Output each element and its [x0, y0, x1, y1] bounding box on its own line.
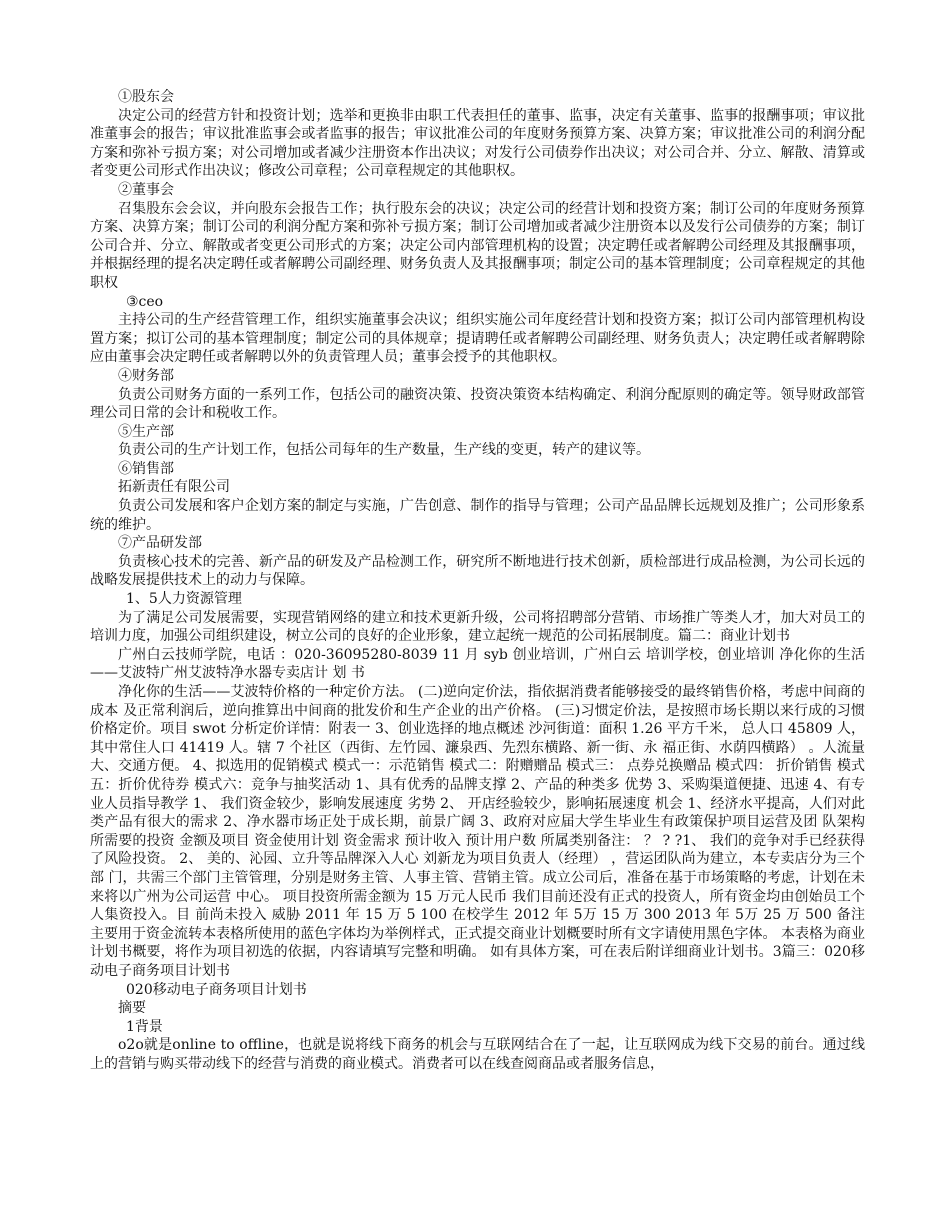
heading-hr-management: 1、5人力资源管理 — [126, 591, 242, 608]
paragraph-board-duties: 召集股东会会议，并向股东会报告工作；执行股东会的决议；决定公司的经营计划和投资方案；制订公司的年度财务预算方案、决算方案；制订公司的利润分配方案和弥补亏损方案；制订公司增加或者减少注册资本以及发行公司债券的方案；制订公司合并、分立、解散或者变更公司形式的方案；决定公司内部管理机构的设置；决定聘任或者解聘公司经理及其报酬事项，并根据经理的提名决定聘任或者解聘公司副经理、财务负责人及其报酬事项；制定公司的基本管理制度；公司章程规定的其他职权 — [90, 200, 865, 291]
heading-abstract: 摘要 — [118, 1000, 146, 1017]
paragraph-o2o-background: o2o就是online to offline，也就是说将线下商务的机会与互联网结合在了一起，让互联网成为线下交易的前台。通过线上的营销与购买带动线下的经营与消费的商业模式。消费者可以在线查阅商品或者服务信息， — [90, 1037, 865, 1072]
heading-ceo: ③ceo — [126, 293, 164, 310]
paragraph-company-name: 拓新责任有限公司 — [118, 479, 230, 496]
paragraph-contact-info: 广州白云技师学院，电话 ：020-36095280-8039 11 月 syb 创业培训，广州白云 培训学校，创业培训 净化你的生活——艾波特广州艾波特净水器专卖店计 划 书 — [90, 646, 865, 682]
heading-shareholders-meeting: ①股东会 — [118, 89, 174, 105]
paragraph-shareholders-duties: 决定公司的经营方针和投资计划；选举和更换非由职工代表担任的董事、监事，决定有关董事、监事的报酬事项；审议批准董事会的报告；审议批准监事会或者监事的报告；审议批准公司的年度财务预算方案、决算方案；审议批准公司的利润分配方案和弥补亏损方案；对公司增加或者减少注册资本作出决议；对发行公司债券作出决议；对公司合并、分立、解散、清算或者变更公司形式作出决议；修改公司章程；公司章程规定的其他职权。 — [90, 107, 865, 180]
heading-sales-dept: ⑥销售部 — [118, 460, 174, 477]
paragraph-finance-duties: 负责公司财务方面的一系列工作，包括公司的融资决策、投资决策资本结构确定、利润分配原则的确定等。领导财政部管理公司日常的会计和税收工作。 — [90, 386, 865, 422]
heading-production-dept: ⑤生产部 — [118, 423, 174, 440]
paragraph-sales-duties: 负责公司发展和客户企划方案的制定与实施，广告创意、制作的指导与管理；公司产品品牌长远规划及推广；公司形象系统的维护。 — [90, 498, 865, 533]
heading-background: 1背景 — [126, 1018, 163, 1035]
paragraph-rnd-duties: 负责核心技术的完善、新产品的研发及产品检测工作，研究所不断地进行技术创新，质检部进行成品检测，为公司长远的战略发展提供技术上的动力与保障。 — [90, 553, 865, 589]
paragraph-business-plan-details: 净化你的生活——艾波特价格的一种定价方法。 (二)逆向定价法，指依据消费者能够接受的最终销售价格，考虑中间商的成本 及正常利润后，逆向推算出中间商的批发价和生产企业的出产价格。 (三)习惯定价法，是按照市场长期以来行成的习惯价格定价。项目 swot 分析定价详情：附表一 3、创业选择的地点概述 沙河街道：面积 1.26 平方千米， 总人口 45809 人， 其中常住人口 41419 人。辖 7 个社区（西街、左竹园、濂泉西、先烈东横路、新一街、永 福正街、水荫四横路） 。人流量大、交通方便。 4、拟选用的促销模式 模式一：示范销售 模式二：附赠赠品 模式三： 点券兑换赠品 模式四： 折价销售 模式五：折价优待券 模式六：竞争与抽奖活动 1、具有优秀的品牌支撑 2、产品的种类多 优势 3、采购渠道便捷、迅速 4、有专业人员指导教学 1、 我们资金较少，影响发展速度 劣势 2、 开店经验较少，影响拓展速度 机会 1、经济水平提高，人们对此类产品有很大的需求 2、净水器市场正处于成长期，前景广阔 3、政府对应届大学生毕业生有政策保护项目运营及团 队架构 所需要的投资 金额及项目 资金使用计划 资金需求 预计收入 预计用户数 所属类别备注： ？ ? ?1、 我们的竞争对手已经获得了风险投资。 2、 美的、沁园、立升等品牌深入人心 刘新龙为项目负责人（经理） ，营运团队尚为建立，本专卖店分为三个部 门，共需三个部门主管管理，分别是财务主管、人事主管、营销主管。成立公司后，准备在基于市场策略的考虑，计划在未来将以广州为公司运营 中心。 项目投资所需金额为 15 万元人民币 我们目前还没有正式的投资人，所有资金均由创始员工个人集资投入。目 前尚未投入 威胁 2011 年 15 万 5 100 在校学生 2012 年 5万 15 万 300 2013 年 5万 25 万 500 备注 主要用于资金流转本表格所使用的蓝色字体均为举例样式，正式提交商业计划概要时所有文字请使用黑色字体。 本表格为商业计划书概要，将作为项目初选的依据，内容请填写完整和明确。 如有具体方案，可在表后附详细商业计划书。3篇三：020移动电子商务项目计划书 — [90, 684, 865, 979]
heading-finance-dept: ④财务部 — [118, 367, 174, 384]
heading-o2o-plan-title: 020移动电子商务项目计划书 — [126, 981, 307, 998]
heading-rnd-dept: ⑦产品研发部 — [118, 535, 202, 552]
paragraph-hr-management: 为了满足公司发展需要，实现营销网络的建立和技术更新升级，公司将招聘部分营销、市场推广等类人才，加大对员工的培训力度，加强公司组织建设，树立公司的良好的企业形象，建立起统一规范的公司拓展制度。篇二：商业计划书 — [90, 609, 865, 645]
heading-board-of-directors: ②董事会 — [118, 181, 174, 198]
paragraph-production-duties: 负责公司的生产计划工作，包括公司每年的生产数量，生产线的变更，转产的建议等。 — [118, 442, 650, 459]
document-body — [90, 88, 865, 1073]
paragraph-ceo-duties: 主持公司的生产经营管理工作，组织实施董事会决议；组织实施公司年度经营计划和投资方案；拟订公司内部管理机构设置方案；拟订公司的基本管理制度；制定公司的具体规章；提请聘任或者解聘公司副经理、财务负责人；决定聘任或者解聘除应由董事会决定聘任或者解聘以外的负责管理人员；董事会授予的其他职权。 — [90, 312, 865, 366]
